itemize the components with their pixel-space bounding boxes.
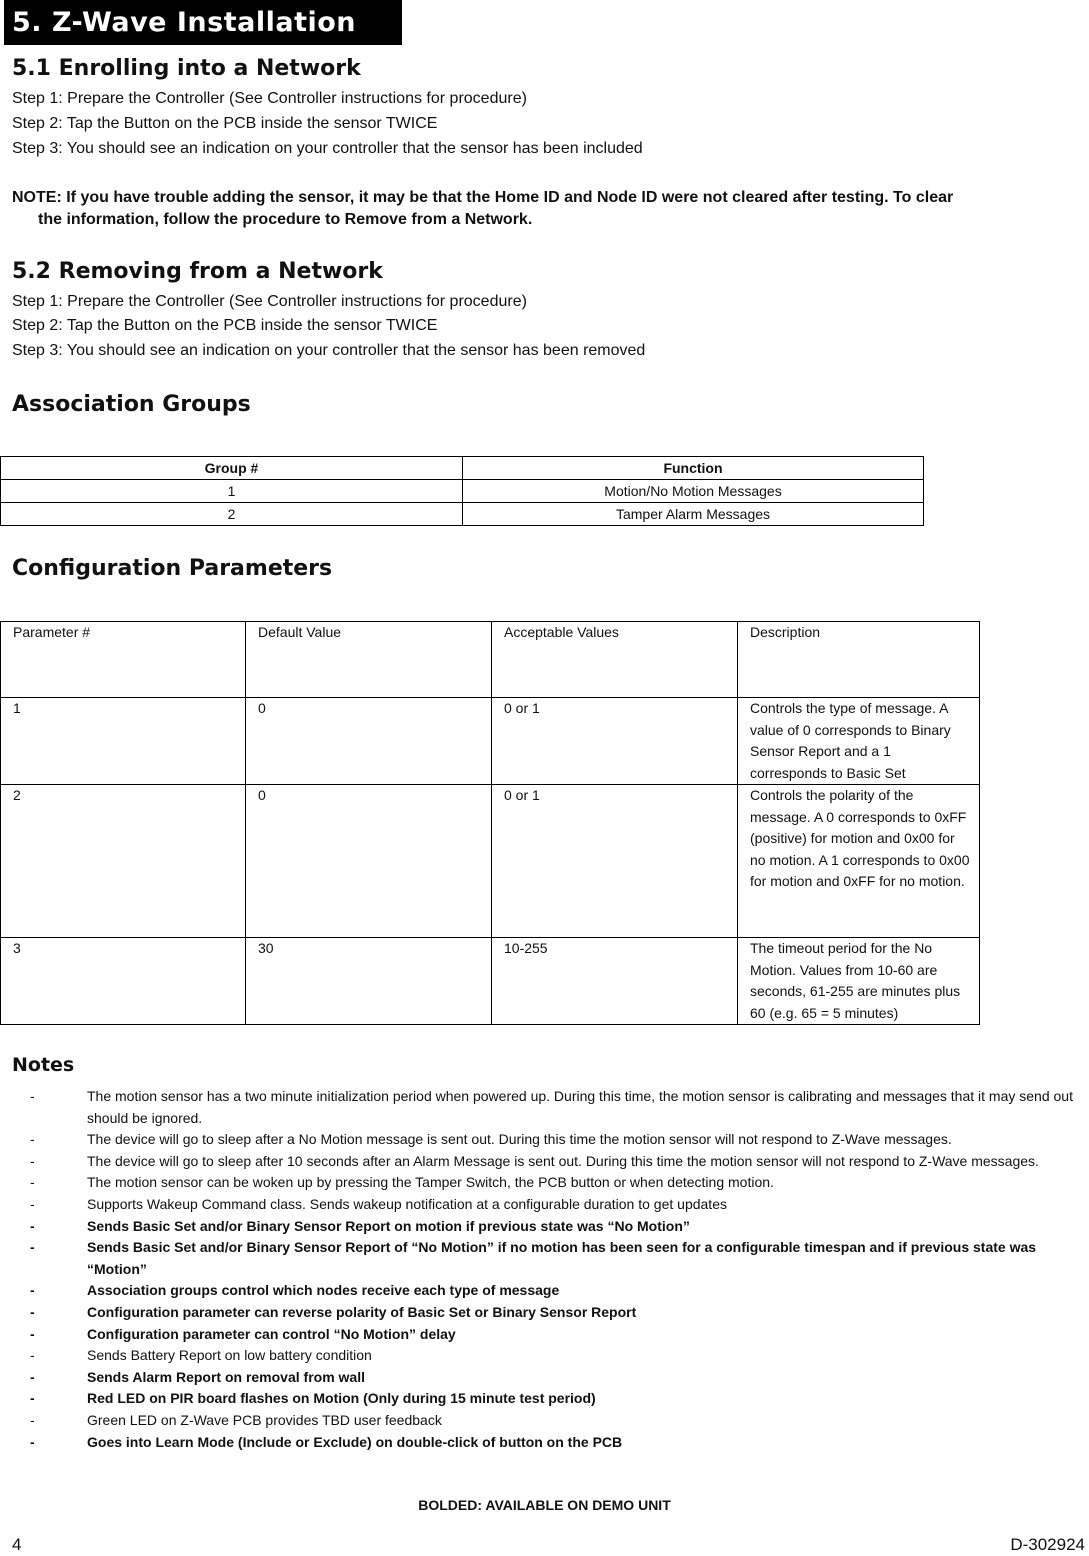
list-bullet: - [30,1411,35,1428]
enroll-note-line-2: the information, follow the procedure to Remove from a Network. [38,211,533,228]
list-item-text: Sends Alarm Report on removal from wall [87,1368,365,1385]
table-cell: 10-255 [492,938,738,1025]
list-item-text: Sends Basic Set and/or Binary Sensor Report of “No Motion” if no motion has been seen for a configurable timespan and if previous state was “Motion” [87,1239,1037,1277]
list-item [30,1432,1080,1454]
table-cell: 30 [246,938,492,1025]
list-item-text: Association groups control which nodes receive each type of message [87,1282,560,1299]
enroll-note-line-1: NOTE: If you have trouble adding the sensor, it may be that the Home ID and Node ID were not cleared after testing. To clear [12,189,954,206]
list-item [30,1216,1080,1238]
table-cell: 0 or 1 [492,785,738,938]
list-item [30,1086,1080,1129]
remove-step-2: Step 2: Tap the Button on the PCB inside the sensor TWICE [12,317,438,334]
page-number: 4 [12,1535,22,1554]
enroll-step-2: Step 2: Tap the Button on the PCB inside the sensor TWICE [12,115,438,132]
config-col-parameter: Parameter # [1,622,246,698]
notes-list [30,1086,1080,1453]
association-col-function: Function [463,457,924,480]
list-item-text: The motion sensor has a two minute initialization period when powered up. During this time, the motion sensor is calibrating and messages that it may send out should be ignored. [87,1088,1073,1126]
table-cell: 0 or 1 [492,698,738,785]
table-cell: 2 [1,785,246,938]
list-bullet: - [30,1347,35,1364]
notes-heading: Notes [12,1054,75,1076]
table-cell: The timeout period for the No Motion. Values from 10-60 are seconds, 61-255 are minutes plus 60 (e.g. 65 = 5 minutes) [738,938,980,1025]
enroll-step-3: Step 3: You should see an indication on your controller that the sensor has been included [12,140,643,157]
list-item [30,1324,1080,1346]
enroll-heading: 5.1 Enrolling into a Network [12,56,361,81]
table-cell: 0 [246,785,492,938]
list-item-text: Configuration parameter can control “No Motion” delay [87,1325,456,1342]
list-item [30,1237,1080,1280]
list-item-text: Sends Battery Report on low battery condition [87,1347,372,1364]
config-col-acceptable: Acceptable Values [492,622,738,698]
association-table-header [1,457,924,480]
list-item-text: Goes into Learn Mode (Include or Exclude) on double-click of button on the PCB [87,1433,623,1450]
remove-step-1: Step 1: Prepare the Controller (See Controller instructions for procedure) [12,293,527,310]
list-item-text: The motion sensor can be woken up by pressing the Tamper Switch, the PCB button or when detecting motion. [87,1174,774,1191]
list-bullet: - [30,1368,35,1385]
table-row [1,503,924,526]
enroll-step-1: Step 1: Prepare the Controller (See Controller instructions for procedure) [12,90,527,107]
table-cell: Tamper Alarm Messages [463,503,924,526]
list-bullet: - [30,1195,35,1212]
list-item [30,1302,1080,1324]
table-cell: Controls the type of message. A value of 0 corresponds to Binary Sensor Report and a 1 corresponds to Basic Set [738,698,980,785]
list-item [30,1129,1080,1151]
configuration-table [0,621,980,1025]
association-table [0,456,924,526]
configuration-heading: Configuration Parameters [12,556,333,581]
table-cell: 3 [1,938,246,1025]
table-row [1,698,980,785]
remove-step-3: Step 3: You should see an indication on your controller that the sensor has been removed [12,342,646,359]
list-item-text: Supports Wakeup Command class. Sends wakeup notification at a configurable duration to get updates [87,1195,727,1212]
table-row [1,480,924,503]
list-item-text: Sends Basic Set and/or Binary Sensor Report on motion if previous state was “No Motion” [87,1217,690,1234]
list-bullet: - [30,1390,35,1407]
association-col-group: Group # [1,457,463,480]
list-bullet: - [30,1433,35,1450]
list-bullet: - [30,1239,35,1256]
table-cell: Motion/No Motion Messages [463,480,924,503]
document-id: D-302924 [1010,1535,1085,1554]
list-item-text: The device will go to sleep after a No Motion message is sent out. During this time the motion sensor will not respond to Z-Wave messages. [87,1131,952,1148]
bolded-legend: BOLDED: AVAILABLE ON DEMO UNIT [418,1497,671,1513]
association-heading: Association Groups [12,392,251,417]
list-item [30,1388,1080,1410]
list-item-text: Green LED on Z-Wave PCB provides TBD user feedback [87,1411,442,1428]
table-cell: 1 [1,698,246,785]
table-row [1,938,980,1025]
list-item-text: The device will go to sleep after 10 seconds after an Alarm Message is sent out. During this time the motion sensor will not respond to Z-Wave messages. [87,1152,1039,1169]
list-bullet: - [30,1282,35,1299]
list-item [30,1172,1080,1194]
list-item-text: Red LED on PIR board flashes on Motion (Only during 15 minute test period) [87,1390,596,1407]
list-item [30,1151,1080,1173]
table-cell: 1 [1,480,463,503]
table-cell: Controls the polarity of the message. A 0 corresponds to 0xFF (positive) for motion and 0x00 for no motion. A 1 corresponds to 0x00 for motion and 0xFF for no motion. [738,785,980,938]
list-bullet: - [30,1303,35,1320]
list-item [30,1194,1080,1216]
table-cell: 0 [246,698,492,785]
list-bullet: - [30,1217,35,1234]
list-item [30,1367,1080,1389]
list-bullet: - [30,1131,35,1148]
configuration-table-header [1,622,980,698]
table-cell: 2 [1,503,463,526]
enroll-note [12,187,1087,231]
section-title: 5. Z-Wave Installation [4,0,402,45]
list-item-text: Configuration parameter can reverse polarity of Basic Set or Binary Sensor Report [87,1303,637,1320]
remove-heading: 5.2 Removing from a Network [12,259,383,284]
list-bullet: - [30,1325,35,1342]
config-col-default: Default Value [246,622,492,698]
list-bullet: - [30,1088,35,1104]
list-item [30,1410,1080,1432]
config-col-description: Description [738,622,980,698]
list-item [30,1345,1080,1367]
list-item [30,1280,1080,1302]
list-bullet: - [30,1174,35,1191]
list-bullet: - [30,1152,35,1169]
table-row [1,785,980,938]
